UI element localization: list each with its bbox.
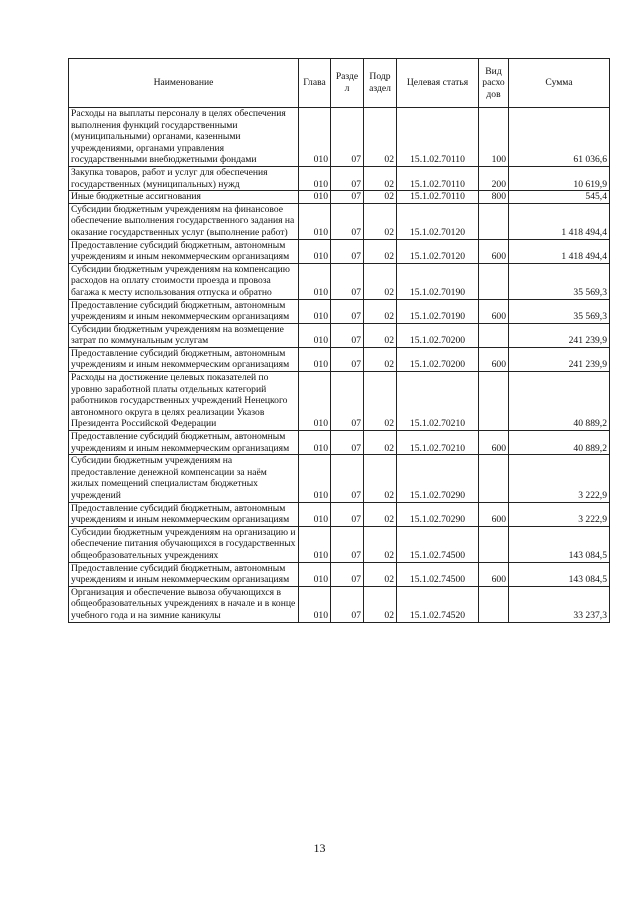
cell-glava: 010 bbox=[299, 347, 331, 371]
cell-name: Субсидии бюджетным учреждениям на финансовое обеспечение выполнения государственного задания на оказание государственных услуг (выполнение работ) bbox=[69, 203, 299, 239]
cell-vid: 600 bbox=[479, 347, 509, 371]
budget-table bbox=[68, 58, 610, 623]
cell-glava: 010 bbox=[299, 431, 331, 455]
cell-name: Расходы на достижение целевых показателей по уровню заработной платы отдельных категорий работников государственных учреждений Ненецкого автономного округа в целях реализации Указов Президента Российской Федерации bbox=[69, 372, 299, 431]
cell-podrazdel: 02 bbox=[364, 263, 397, 299]
cell-target: 15.1.02.74500 bbox=[397, 526, 479, 562]
cell-name: Предоставление субсидий бюджетным, автономным учреждениям и иным некоммерческим организациям bbox=[69, 502, 299, 526]
cell-vid: 800 bbox=[479, 191, 509, 204]
table-row bbox=[69, 526, 610, 562]
cell-sum: 35 569,3 bbox=[509, 299, 610, 323]
table-row bbox=[69, 239, 610, 263]
cell-target: 15.1.02.70110 bbox=[397, 191, 479, 204]
table-body bbox=[69, 108, 610, 623]
header-sum: Сумма bbox=[509, 59, 610, 108]
header-razdel: Разде л bbox=[331, 59, 364, 108]
cell-target: 15.1.02.70210 bbox=[397, 372, 479, 431]
cell-glava: 010 bbox=[299, 203, 331, 239]
cell-sum: 143 084,5 bbox=[509, 562, 610, 586]
cell-target: 15.1.02.70200 bbox=[397, 323, 479, 347]
cell-razdel: 07 bbox=[331, 455, 364, 502]
cell-target: 15.1.02.70200 bbox=[397, 347, 479, 371]
cell-glava: 010 bbox=[299, 239, 331, 263]
page-number: 13 bbox=[313, 841, 326, 855]
cell-sum: 3 222,9 bbox=[509, 455, 610, 502]
cell-target: 15.1.02.70190 bbox=[397, 299, 479, 323]
cell-sum: 33 237,3 bbox=[509, 586, 610, 622]
cell-razdel: 07 bbox=[331, 239, 364, 263]
table-header-row bbox=[69, 59, 610, 108]
cell-podrazdel: 02 bbox=[364, 108, 397, 167]
cell-razdel: 07 bbox=[331, 586, 364, 622]
cell-sum: 61 036,6 bbox=[509, 108, 610, 167]
table-row bbox=[69, 299, 610, 323]
cell-glava: 010 bbox=[299, 191, 331, 204]
table-row bbox=[69, 191, 610, 204]
cell-podrazdel: 02 bbox=[364, 203, 397, 239]
cell-vid bbox=[479, 372, 509, 431]
cell-glava: 010 bbox=[299, 502, 331, 526]
cell-target: 15.1.02.70120 bbox=[397, 239, 479, 263]
cell-sum: 241 239,9 bbox=[509, 323, 610, 347]
cell-name: Предоставление субсидий бюджетным, автономным учреждениям и иным некоммерческим организациям bbox=[69, 239, 299, 263]
cell-sum: 1 418 494,4 bbox=[509, 203, 610, 239]
table-row bbox=[69, 323, 610, 347]
cell-name: Субсидии бюджетным учреждениям на предоставление денежной компенсации за наём жилых помещений специалистам бюджетных учреждений bbox=[69, 455, 299, 502]
cell-podrazdel: 02 bbox=[364, 166, 397, 190]
cell-razdel: 07 bbox=[331, 191, 364, 204]
cell-podrazdel: 02 bbox=[364, 323, 397, 347]
cell-razdel: 07 bbox=[331, 431, 364, 455]
cell-glava: 010 bbox=[299, 299, 331, 323]
table-row bbox=[69, 502, 610, 526]
cell-target: 15.1.02.70190 bbox=[397, 263, 479, 299]
cell-podrazdel: 02 bbox=[364, 191, 397, 204]
cell-target: 15.1.02.70290 bbox=[397, 455, 479, 502]
cell-glava: 010 bbox=[299, 526, 331, 562]
table-row bbox=[69, 562, 610, 586]
cell-glava: 010 bbox=[299, 323, 331, 347]
header-podrazdel: Подр аздел bbox=[364, 59, 397, 108]
cell-vid bbox=[479, 586, 509, 622]
cell-vid: 600 bbox=[479, 299, 509, 323]
cell-podrazdel: 02 bbox=[364, 299, 397, 323]
table-row bbox=[69, 431, 610, 455]
header-glava: Глава bbox=[299, 59, 331, 108]
cell-name: Субсидии бюджетным учреждениям на возмещение затрат по коммунальным услугам bbox=[69, 323, 299, 347]
cell-name: Предоставление субсидий бюджетным, автономным учреждениям и иным некоммерческим организациям bbox=[69, 347, 299, 371]
cell-podrazdel: 02 bbox=[364, 562, 397, 586]
cell-vid: 600 bbox=[479, 562, 509, 586]
cell-vid bbox=[479, 526, 509, 562]
cell-vid: 200 bbox=[479, 166, 509, 190]
cell-sum: 10 619,9 bbox=[509, 166, 610, 190]
cell-glava: 010 bbox=[299, 455, 331, 502]
cell-glava: 010 bbox=[299, 372, 331, 431]
table-row bbox=[69, 455, 610, 502]
cell-name: Организация и обеспечение вывоза обучающихся в общеобразовательных учреждениях в начале и в конце учебного года и на зимние каникулы bbox=[69, 586, 299, 622]
cell-razdel: 07 bbox=[331, 203, 364, 239]
cell-razdel: 07 bbox=[331, 263, 364, 299]
cell-name: Предоставление субсидий бюджетным, автономным учреждениям и иным некоммерческим организациям bbox=[69, 299, 299, 323]
cell-glava: 010 bbox=[299, 166, 331, 190]
table-row bbox=[69, 203, 610, 239]
cell-name: Расходы на выплаты персоналу в целях обеспечения выполнения функций государственными (муниципальными) органами, казенными учреждениями, органами управления государственными внебюджетными фондами bbox=[69, 108, 299, 167]
cell-sum: 3 222,9 bbox=[509, 502, 610, 526]
cell-sum: 1 418 494,4 bbox=[509, 239, 610, 263]
cell-name: Предоставление субсидий бюджетным, автономным учреждениям и иным некоммерческим организациям bbox=[69, 562, 299, 586]
cell-glava: 010 bbox=[299, 562, 331, 586]
cell-target: 15.1.02.70110 bbox=[397, 108, 479, 167]
cell-razdel: 07 bbox=[331, 347, 364, 371]
table-row bbox=[69, 108, 610, 167]
cell-razdel: 07 bbox=[331, 526, 364, 562]
cell-sum: 40 889,2 bbox=[509, 431, 610, 455]
cell-glava: 010 bbox=[299, 108, 331, 167]
table-row bbox=[69, 263, 610, 299]
cell-podrazdel: 02 bbox=[364, 586, 397, 622]
cell-vid: 600 bbox=[479, 431, 509, 455]
cell-sum: 35 569,3 bbox=[509, 263, 610, 299]
cell-sum: 241 239,9 bbox=[509, 347, 610, 371]
cell-sum: 40 889,2 bbox=[509, 372, 610, 431]
cell-podrazdel: 02 bbox=[364, 239, 397, 263]
cell-glava: 010 bbox=[299, 263, 331, 299]
table-row bbox=[69, 347, 610, 371]
cell-sum: 545,4 bbox=[509, 191, 610, 204]
cell-podrazdel: 02 bbox=[364, 526, 397, 562]
cell-vid bbox=[479, 263, 509, 299]
cell-podrazdel: 02 bbox=[364, 372, 397, 431]
cell-target: 15.1.02.74520 bbox=[397, 586, 479, 622]
cell-target: 15.1.02.70110 bbox=[397, 166, 479, 190]
cell-razdel: 07 bbox=[331, 502, 364, 526]
cell-razdel: 07 bbox=[331, 372, 364, 431]
cell-target: 15.1.02.70120 bbox=[397, 203, 479, 239]
cell-razdel: 07 bbox=[331, 108, 364, 167]
cell-sum: 143 084,5 bbox=[509, 526, 610, 562]
cell-razdel: 07 bbox=[331, 562, 364, 586]
cell-vid bbox=[479, 455, 509, 502]
cell-podrazdel: 02 bbox=[364, 431, 397, 455]
cell-razdel: 07 bbox=[331, 166, 364, 190]
cell-razdel: 07 bbox=[331, 299, 364, 323]
cell-vid: 100 bbox=[479, 108, 509, 167]
table-row bbox=[69, 166, 610, 190]
table-row bbox=[69, 372, 610, 431]
header-vid: Вид расхо дов bbox=[479, 59, 509, 108]
cell-vid bbox=[479, 203, 509, 239]
cell-name: Предоставление субсидий бюджетным, автономным учреждениям и иным некоммерческим организациям bbox=[69, 431, 299, 455]
cell-target: 15.1.02.74500 bbox=[397, 562, 479, 586]
header-target: Целевая статья bbox=[397, 59, 479, 108]
cell-target: 15.1.02.70290 bbox=[397, 502, 479, 526]
cell-glava: 010 bbox=[299, 586, 331, 622]
cell-name: Закупка товаров, работ и услуг для обеспечения государственных (муниципальных) нужд bbox=[69, 166, 299, 190]
cell-vid bbox=[479, 323, 509, 347]
table-row bbox=[69, 586, 610, 622]
cell-name: Субсидии бюджетным учреждениям на организацию и обеспечение питания обучающихся в государственных общеобразовательных учреждениях bbox=[69, 526, 299, 562]
cell-target: 15.1.02.70210 bbox=[397, 431, 479, 455]
cell-name: Субсидии бюджетным учреждениям на компенсацию расходов на оплату стоимости проезда и провоза багажа к месту использования отпуска и обратно bbox=[69, 263, 299, 299]
cell-name: Иные бюджетные ассигнования bbox=[69, 191, 299, 204]
cell-razdel: 07 bbox=[331, 323, 364, 347]
cell-podrazdel: 02 bbox=[364, 502, 397, 526]
header-name: Наименование bbox=[69, 59, 299, 108]
cell-podrazdel: 02 bbox=[364, 455, 397, 502]
cell-vid: 600 bbox=[479, 239, 509, 263]
cell-podrazdel: 02 bbox=[364, 347, 397, 371]
cell-vid: 600 bbox=[479, 502, 509, 526]
